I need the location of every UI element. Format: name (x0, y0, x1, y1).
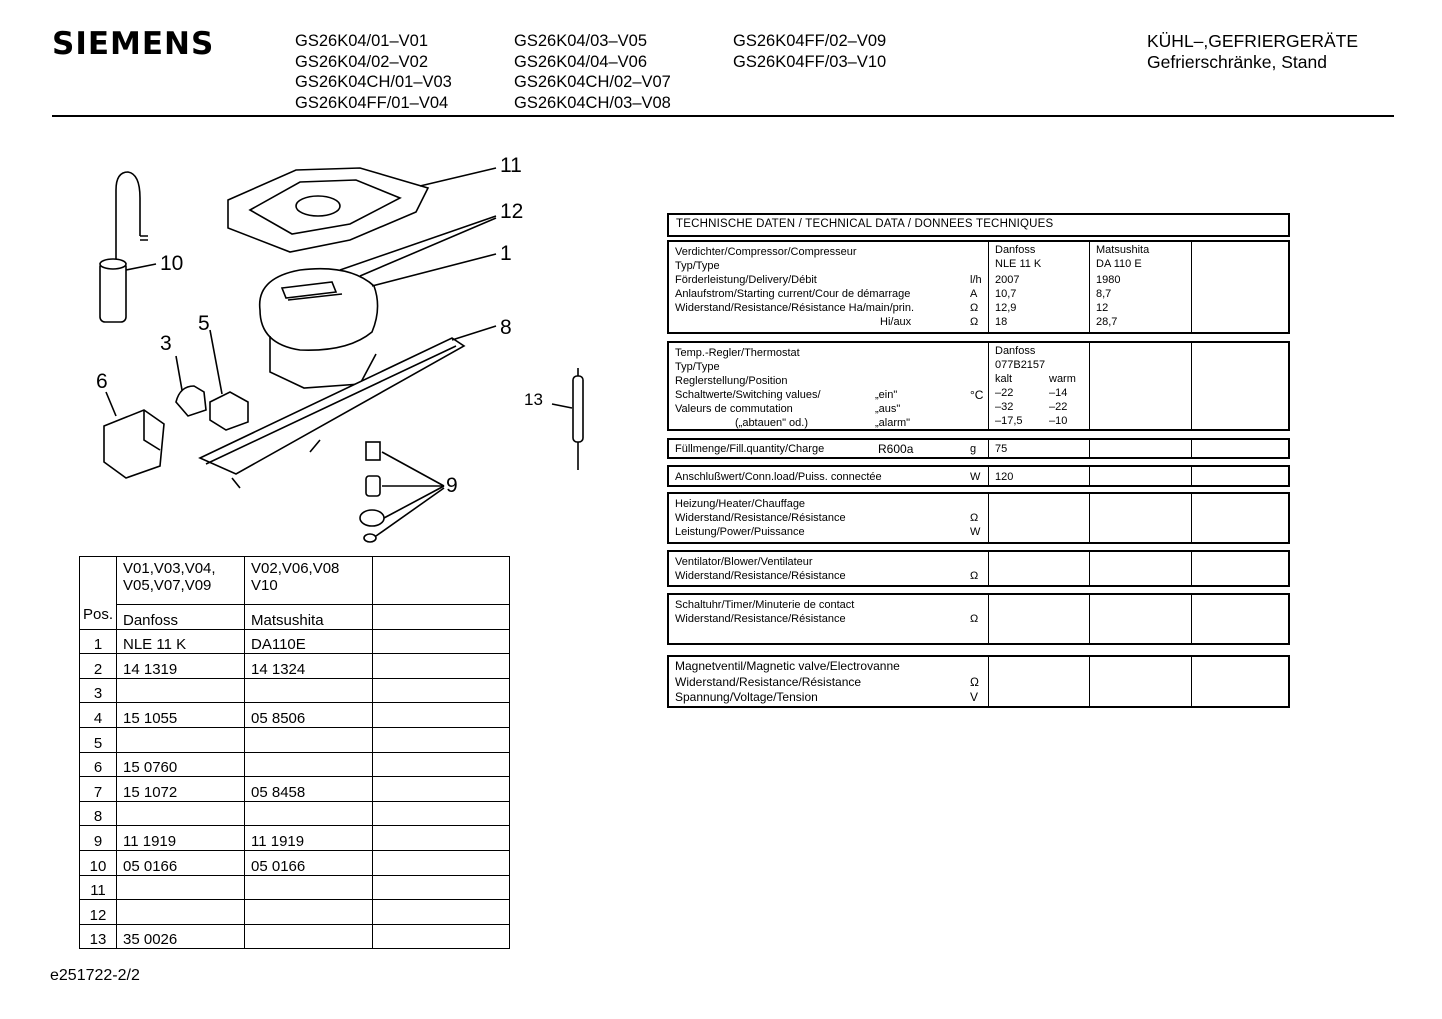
unit: Ω (970, 674, 979, 689)
label: „aus" (875, 403, 901, 415)
callout-label: 10 (160, 252, 184, 275)
part-number-cell: 15 1072 (117, 777, 245, 802)
part-number-cell: 15 0760 (117, 752, 245, 777)
value-column (1089, 494, 1191, 542)
value-pair (995, 372, 1089, 386)
empty-cell (373, 826, 510, 851)
unit: Ω (970, 613, 979, 625)
value: Matsushita (1096, 244, 1150, 256)
part-number-cell (245, 727, 373, 752)
model-code: GS26K04/01–V01 (295, 32, 429, 50)
pos-cell: 2 (80, 654, 117, 679)
pos-cell: 11 (80, 875, 117, 900)
variant-line: V02,V06,V08 (251, 560, 340, 577)
callout-label: 8 (500, 316, 512, 339)
label: Valeurs de commutation (675, 403, 793, 415)
parts-table (79, 556, 510, 949)
table-row (80, 654, 510, 679)
unit: V (970, 690, 979, 704)
label-row (675, 470, 989, 484)
value: –22 (995, 387, 1014, 399)
empty-cell (373, 605, 510, 630)
pos-cell: 5 (80, 727, 117, 752)
part-number-cell: 15 1055 (117, 703, 245, 728)
label: Typ/Type (675, 260, 720, 272)
value-column (1089, 657, 1191, 706)
category-subtitle: Gefrierschränke, Stand (1147, 52, 1327, 72)
table-row (80, 924, 510, 949)
value: –32 (995, 401, 1014, 413)
unit: l/h (970, 274, 982, 286)
unit: W (970, 471, 981, 483)
value: –10 (1049, 415, 1068, 427)
category (1147, 31, 1358, 73)
value-column (988, 467, 1089, 485)
value-column (1089, 467, 1191, 485)
value-column (988, 440, 1089, 457)
part-number-cell (245, 752, 373, 777)
value-column (1089, 552, 1191, 585)
unit: Ω (970, 512, 979, 524)
model-code: GS26K04CH/01–V03 (295, 73, 452, 91)
unit: Ω (970, 570, 979, 582)
blower-labels (675, 555, 989, 583)
value: NLE 11 K (995, 258, 1042, 270)
conn-labels (675, 470, 989, 484)
value-column (1191, 595, 1290, 643)
label-row (675, 374, 989, 388)
value-column (988, 242, 1089, 332)
part-number-cell: 05 0166 (245, 850, 373, 875)
part-number-cell (245, 900, 373, 925)
label-row (675, 315, 989, 329)
value-column (988, 595, 1089, 643)
variant-line: V01,V03,V04, (123, 560, 216, 577)
part-number-cell (117, 801, 245, 826)
empty-cell (373, 752, 510, 777)
model-code: GS26K04/03–V05 (514, 32, 648, 50)
make-cell: Danfoss (117, 605, 245, 630)
value-column (1089, 242, 1191, 332)
value: 12 (1096, 302, 1109, 314)
table-row (80, 678, 510, 703)
label: Förderleistung/Delivery/Débit (675, 274, 817, 286)
label-row (675, 497, 989, 511)
label: Widerstand/Resistance/Résistance (675, 613, 846, 625)
brand-logo: SIEMENS (52, 26, 215, 62)
pos-header: Pos. (80, 557, 117, 630)
model-code: GS26K04FF/01–V04 (295, 93, 449, 112)
value-column (1191, 494, 1290, 542)
value-column (1089, 440, 1191, 457)
value: 077B2157 (995, 359, 1046, 371)
label-row (675, 301, 989, 315)
compressor-labels (675, 245, 989, 329)
charge-labels (675, 442, 989, 456)
label: Widerstand/Resistance/Résistance (675, 512, 846, 524)
empty-cell (373, 924, 510, 949)
label: Leistung/Power/Puissance (675, 526, 805, 538)
model-list-3 (733, 31, 886, 72)
empty-cell (373, 727, 510, 752)
empty-cell (373, 654, 510, 679)
part-number-cell (245, 924, 373, 949)
unit: W (970, 526, 981, 538)
model-code: GS26K04CH/02–V07 (514, 73, 671, 91)
empty-cell (373, 850, 510, 875)
label: Ventilator/Blower/Ventilateur (675, 556, 813, 568)
callout-label: 6 (96, 370, 108, 393)
model-list-2 (514, 31, 671, 113)
value-pair (995, 400, 1089, 414)
value-column (1191, 467, 1290, 485)
part-number-cell: 05 0166 (117, 850, 245, 875)
make-cell: Matsushita (245, 605, 373, 630)
label-row (675, 360, 989, 374)
label-row (675, 525, 989, 539)
filter-dryer-part (552, 368, 583, 470)
value-column (1191, 343, 1290, 429)
valve-block (667, 655, 1290, 708)
model-list-1 (295, 31, 452, 113)
variant-header-1 (117, 557, 245, 605)
value-column (1191, 440, 1290, 457)
value: 12,9 (995, 302, 1017, 314)
connected-load-block (667, 465, 1290, 487)
timer-labels (675, 598, 989, 626)
value-column (1089, 595, 1191, 643)
model-code: GS26K04FF/03–V10 (733, 52, 887, 71)
value: 75 (995, 443, 1008, 455)
label: („abtauen" od.) (735, 417, 809, 429)
value-column (988, 552, 1089, 585)
empty-cell (373, 875, 510, 900)
unit: Ω (970, 302, 979, 314)
part-number-cell: 11 1919 (117, 826, 245, 851)
label: Widerstand/Resistance/Résistance (675, 674, 862, 689)
value: warm (1049, 373, 1076, 385)
part-number-cell: 14 1324 (245, 654, 373, 679)
timer-block (667, 593, 1290, 645)
part-number-cell: 05 8506 (245, 703, 373, 728)
part-number-cell: 11 1919 (245, 826, 373, 851)
pos-cell: 9 (80, 826, 117, 851)
callout-label: 13 (524, 390, 543, 409)
part-number-cell (117, 900, 245, 925)
part-number-cell: DA110E (245, 629, 373, 654)
value-column (988, 343, 1089, 429)
terminal-cover-part (104, 392, 164, 478)
valve-labels (675, 659, 989, 706)
label-row (675, 259, 989, 273)
model-code: GS26K04/02–V02 (295, 52, 429, 71)
label-row (675, 612, 989, 626)
value: 1980 (1096, 274, 1121, 286)
relay-part (176, 330, 248, 430)
value: kalt (995, 373, 1013, 385)
label-row (675, 346, 989, 360)
model-code: GS26K04/04–V06 (514, 52, 648, 71)
value: 10,7 (995, 288, 1017, 300)
value-column (988, 494, 1089, 542)
label-row (675, 287, 989, 301)
label-row (675, 690, 989, 706)
label: Heizung/Heater/Chauffage (675, 498, 806, 510)
compressor-block (667, 240, 1290, 334)
value: 120 (995, 471, 1014, 483)
callout-label: 11 (500, 154, 522, 177)
header-rule (52, 115, 1394, 117)
part-number-cell (245, 801, 373, 826)
label-row (675, 416, 989, 430)
value: –22 (1049, 401, 1068, 413)
category-title: KÜHL–,GEFRIERGERÄTE (1147, 31, 1359, 51)
pos-cell: 12 (80, 900, 117, 925)
label: R600a (878, 442, 914, 456)
pos-cell: 8 (80, 801, 117, 826)
empty-cell (373, 678, 510, 703)
unit: Ω (970, 316, 979, 328)
label: Schaltuhr/Timer/Minuterie de contact (675, 599, 855, 611)
part-number-cell: 35 0026 (117, 924, 245, 949)
part-number-cell (117, 875, 245, 900)
empty-cell (373, 777, 510, 802)
table-row (80, 900, 510, 925)
label-row (675, 402, 989, 416)
label-row (675, 273, 989, 287)
label: „alarm" (875, 417, 911, 429)
table-row (80, 703, 510, 728)
table-row (80, 801, 510, 826)
value: Danfoss (995, 345, 1036, 357)
callout-label: 12 (500, 200, 524, 223)
table-row (80, 727, 510, 752)
empty-cell (373, 801, 510, 826)
label: Hi/aux (880, 316, 912, 328)
label-row (675, 569, 989, 583)
unit: A (970, 288, 978, 300)
table-row (80, 629, 510, 654)
empty-cell (373, 703, 510, 728)
empty-cell (373, 557, 510, 605)
label: Schaltwerte/Switching values/ (675, 389, 821, 401)
tech-data-title: TECHNISCHE DATEN / TECHNICAL DATA / DONNEES TECHNIQUES (667, 213, 1290, 237)
unit: °C (970, 388, 984, 402)
empty-cell (373, 900, 510, 925)
value-column (1089, 343, 1191, 429)
label: Magnetventil/Magnetic valve/Electrovanne (675, 659, 900, 673)
value: 2007 (995, 274, 1020, 286)
value: Danfoss (995, 244, 1036, 256)
label: Verdichter/Compressor/Compresseur (675, 246, 857, 258)
pos-cell: 7 (80, 777, 117, 802)
mounting-grommets-part (360, 442, 444, 542)
pos-cell: 13 (80, 924, 117, 949)
variant-header-2 (245, 557, 373, 605)
table-row (80, 777, 510, 802)
callout-label: 1 (500, 242, 512, 265)
part-number-cell: NLE 11 K (117, 629, 245, 654)
document-id: e251722-2/2 (50, 967, 140, 984)
value-column (1191, 552, 1290, 585)
heater-block (667, 492, 1290, 544)
label: Anlaufstrom/Starting current/Cour de démarrage (675, 288, 911, 300)
label: Widerstand/Resistance/Résistance (675, 570, 846, 582)
pos-cell: 4 (80, 703, 117, 728)
callout-label: 5 (198, 312, 210, 335)
table-row (80, 752, 510, 777)
label-row (675, 598, 989, 612)
label-row (675, 511, 989, 525)
model-code: GS26K04FF/02–V09 (733, 32, 887, 50)
label: „ein" (875, 389, 898, 401)
callout-label: 9 (446, 474, 458, 497)
value: 8,7 (1096, 288, 1112, 300)
thermostat-block (667, 341, 1290, 431)
label: Reglerstellung/Position (675, 375, 788, 387)
label-row (675, 659, 989, 675)
label: Typ/Type (675, 361, 720, 373)
pos-cell: 10 (80, 850, 117, 875)
thermostat-labels (675, 346, 989, 430)
part-number-cell (117, 727, 245, 752)
label: Temp.-Regler/Thermostat (675, 347, 800, 359)
unit: g (970, 443, 977, 455)
value-column (988, 657, 1089, 706)
pos-cell: 1 (80, 629, 117, 654)
value-pair (995, 414, 1089, 428)
part-number-cell (117, 678, 245, 703)
value: –17,5 (995, 415, 1023, 427)
label-row (675, 555, 989, 569)
table-row (80, 875, 510, 900)
value: –14 (1049, 387, 1068, 399)
pos-cell: 6 (80, 752, 117, 777)
label-row (675, 245, 989, 259)
blower-block (667, 550, 1290, 587)
callout-label: 3 (160, 332, 172, 355)
variant-line: V05,V07,V09 (123, 577, 212, 594)
part-number-cell: 14 1319 (117, 654, 245, 679)
part-number-cell: 05 8458 (245, 777, 373, 802)
label: Widerstand/Resistance/Résistance Ha/main/prin. (675, 302, 915, 314)
value: DA 110 E (1096, 258, 1142, 270)
part-number-cell (245, 678, 373, 703)
model-code: GS26K04CH/03–V08 (514, 93, 671, 112)
table-row (80, 826, 510, 851)
charge-block (667, 438, 1290, 459)
value: 18 (995, 316, 1008, 328)
table-row (80, 850, 510, 875)
label-row (675, 675, 989, 691)
label: Anschlußwert/Conn.load/Puiss. connectée (675, 471, 882, 483)
compressor-cover-part (228, 168, 496, 252)
heater-labels (675, 497, 989, 539)
part-number-cell (245, 875, 373, 900)
value-column (1191, 657, 1290, 706)
variant-line: V10 (251, 577, 278, 594)
label: Spannung/Voltage/Tension (675, 690, 818, 704)
empty-cell (373, 629, 510, 654)
label: Füllmenge/Fill.quantity/Charge (675, 443, 825, 455)
pos-cell: 3 (80, 678, 117, 703)
value-pair (995, 386, 1089, 400)
capacitor-part (100, 172, 156, 322)
label-row (675, 388, 989, 402)
label-row (675, 442, 989, 456)
value: 28,7 (1096, 316, 1118, 328)
value-column (1191, 242, 1290, 332)
